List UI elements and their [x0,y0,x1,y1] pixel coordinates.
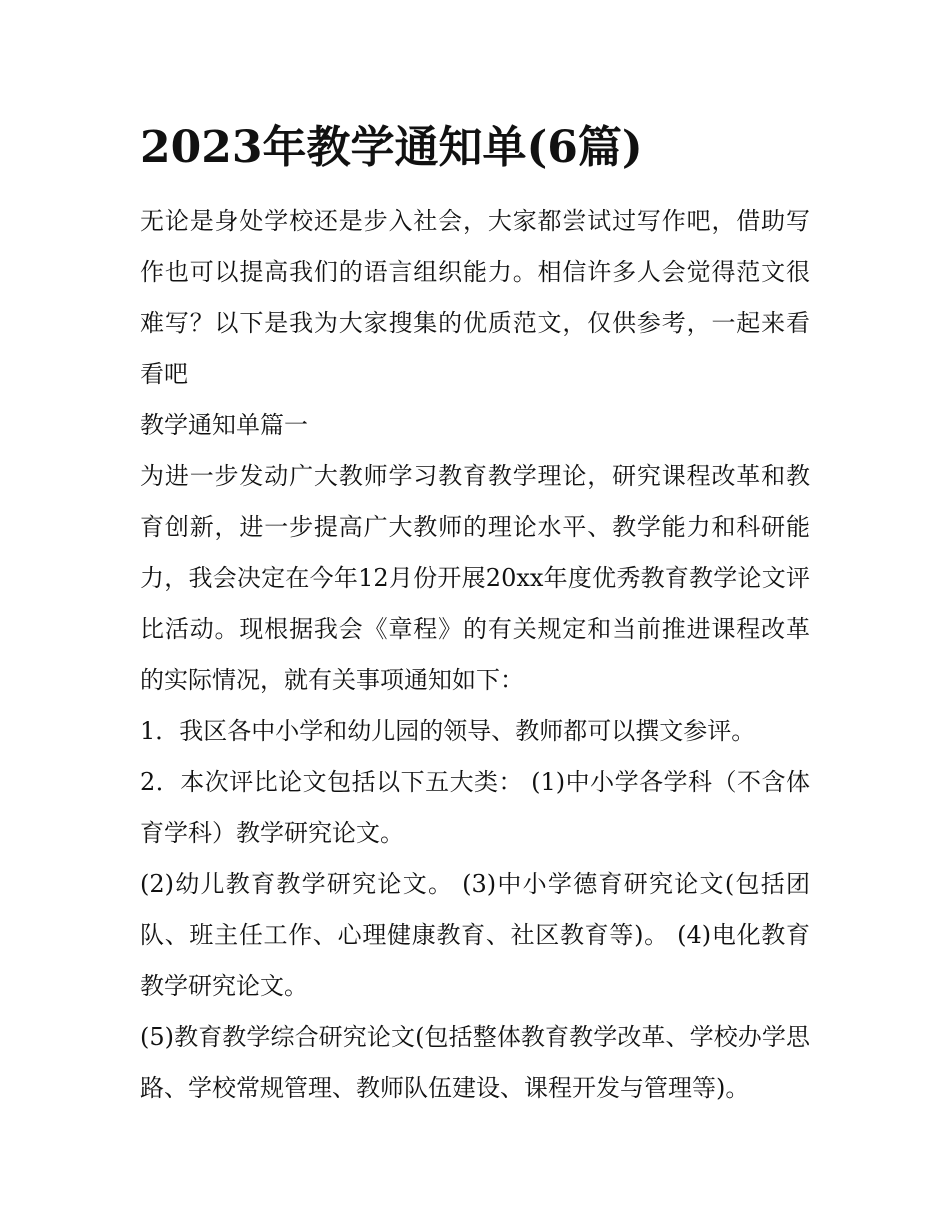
list-item-1: 1．我区各中小学和幼儿园的领导、教师都可以撰文参评。 [140,717,756,745]
intro-paragraph: 无论是身处学校还是步入社会，大家都尝试过写作吧，借助写作也可以提高我们的语言组织能力。相信许多人会觉得范文很难写？以下是我为大家搜集的优质范文，仅供参考，一起来看看吧 [140,207,810,388]
document-title: 2023年教学通知单(6篇) [140,122,643,173]
list-item-2: 2．本次评比论文包括以下五大类： (1)中小学各学科（不含体育学科）教学研究论文。 [140,768,810,847]
category-paragraph: (5)教育教学综合研究论文(包括整体教育教学改革、学校办学思路、学校常规管理、教师队伍建设、课程开发与管理等)。 [140,1023,810,1102]
category-paragraph: (2)幼儿教育教学研究论文。 (3)中小学德育研究论文(包括团队、班主任工作、心理健康教育、社区教育等)。 (4)电化教育教学研究论文。 [140,870,810,1000]
section-heading: 教学通知单篇一 [140,411,308,439]
document-body [140,196,810,1114]
notice-paragraph: 为进一步发动广大教师学习教育教学理论，研究课程改革和教育创新，进一步提高广大教师的理论水平、教学能力和科研能力，我会决定在今年12月份开展20xx年度优秀教育教学论文评比活动。现根据我会《章程》的有关规定和当前推进课程改革的实际情况，就有关事项通知如下： [140,462,810,694]
